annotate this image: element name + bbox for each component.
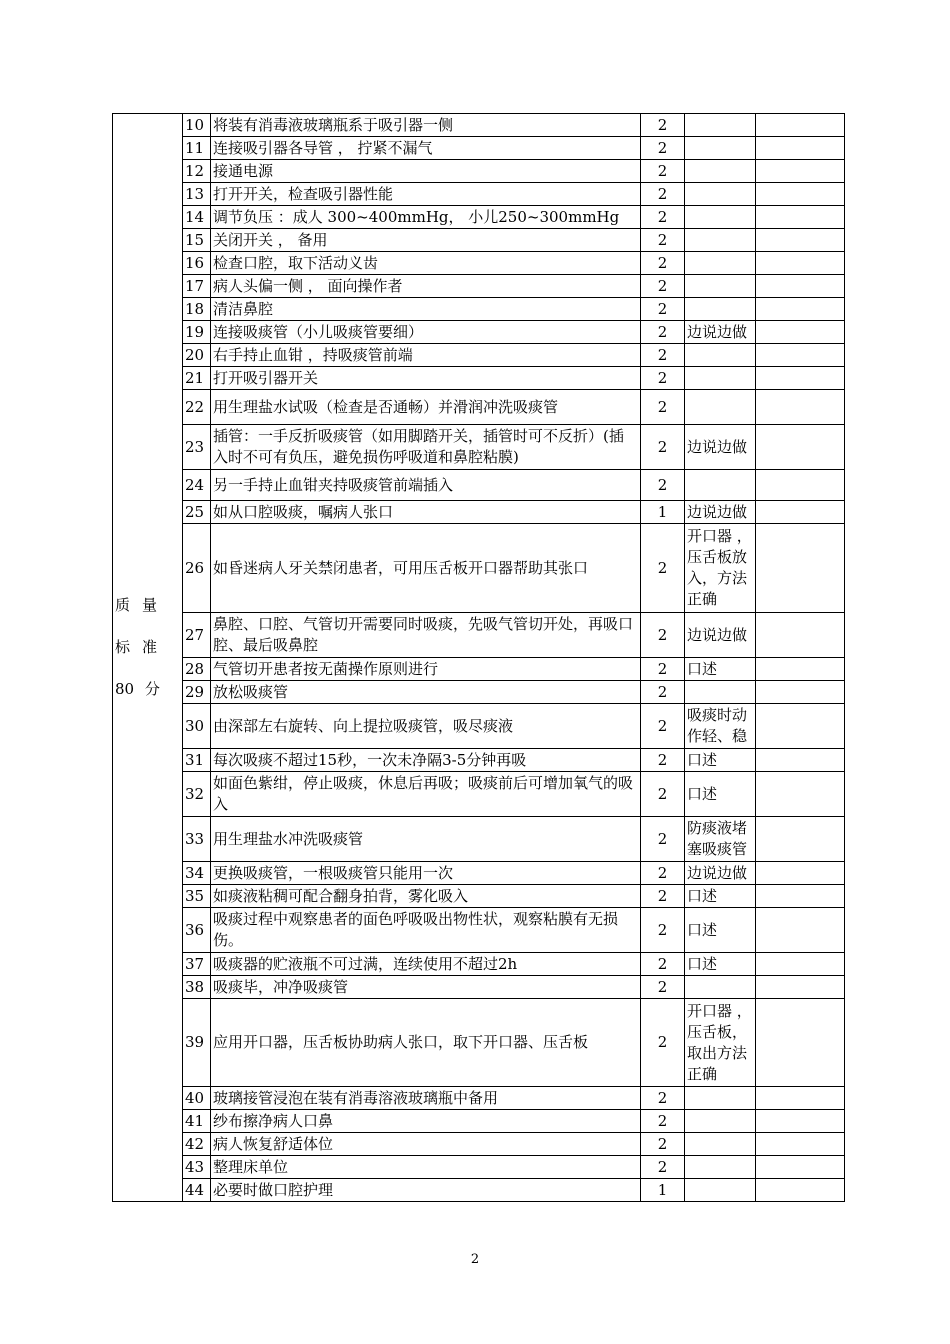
blank-cell [756,470,845,501]
step-number: 12 [183,160,211,183]
table-row [113,704,845,749]
score-cell: 2 [641,344,685,367]
step-number: 41 [183,1110,211,1133]
category-line-2: 标准 [115,637,170,656]
step-number: 15 [183,229,211,252]
blank-cell [756,425,845,470]
score-cell: 2 [641,183,685,206]
step-number: 27 [183,613,211,658]
step-number: 29 [183,681,211,704]
blank-cell [756,862,845,885]
blank-cell [756,817,845,862]
step-text: 吸痰器的贮液瓶不可过满，连续使用不超过2h [211,953,641,976]
quality-standard-table [112,113,845,1202]
step-text: 插管：一手反折吸痰管（如用脚踏开关，插管时可不反折）(插入时不可有负压，避免损伤呼吸道和鼻腔粘膜) [211,425,641,470]
score-cell: 2 [641,425,685,470]
step-number: 40 [183,1087,211,1110]
step-text: 由深部左右旋转、向上提拉吸痰管，吸尽痰液 [211,704,641,749]
note-cell: 边说边做 [685,425,756,470]
blank-cell [756,1133,845,1156]
blank-cell [756,367,845,390]
score-cell: 2 [641,275,685,298]
step-text: 用生理盐水冲洗吸痰管 [211,817,641,862]
blank-cell [756,524,845,613]
table-row [113,252,845,275]
blank-cell [756,976,845,999]
score-cell: 2 [641,1087,685,1110]
note-cell: 边说边做 [685,321,756,344]
score-cell: 1 [641,501,685,524]
step-number: 17 [183,275,211,298]
note-cell: 吸痰时动作轻、稳 [685,704,756,749]
note-cell [685,367,756,390]
score-cell: 2 [641,658,685,681]
note-cell [685,1179,756,1202]
step-text: 更换吸痰管，一根吸痰管只能用一次 [211,862,641,885]
table-row [113,1133,845,1156]
step-text: 用生理盐水试吸（检查是否通畅）并滑润冲洗吸痰管 [211,390,641,425]
table-row [113,206,845,229]
table-row [113,1156,845,1179]
step-number: 35 [183,885,211,908]
note-cell: 边说边做 [685,613,756,658]
score-cell: 1 [641,1179,685,1202]
table-row [113,953,845,976]
note-cell: 开口器 ，压舌板，取出方法正确 [685,999,756,1087]
score-cell: 2 [641,252,685,275]
step-text: 如痰液粘稠可配合翻身拍背，雾化吸入 [211,885,641,908]
score-cell: 2 [641,613,685,658]
table-body [113,114,845,1202]
table-row [113,613,845,658]
score-cell: 2 [641,137,685,160]
note-cell [685,206,756,229]
note-cell [685,1087,756,1110]
note-cell [685,114,756,137]
note-cell [685,229,756,252]
step-number: 31 [183,749,211,772]
score-cell: 2 [641,976,685,999]
step-number: 25 [183,501,211,524]
score-cell: 2 [641,817,685,862]
category-line-1: 质量 [115,595,170,614]
note-cell [685,252,756,275]
step-number: 24 [183,470,211,501]
step-text: 气管切开患者按无菌操作原则进行 [211,658,641,681]
category-line-3: 80 分 [115,679,160,698]
table-row [113,344,845,367]
step-number: 33 [183,817,211,862]
table-row [113,772,845,817]
step-number: 10 [183,114,211,137]
table-row [113,321,845,344]
step-number: 30 [183,704,211,749]
step-text: 右手持止血钳 ，持吸痰管前端 [211,344,641,367]
table-row [113,999,845,1087]
note-cell [685,275,756,298]
note-cell [685,470,756,501]
step-number: 32 [183,772,211,817]
blank-cell [756,658,845,681]
table-row [113,1087,845,1110]
note-cell [685,298,756,321]
table-row [113,658,845,681]
step-number: 19 [183,321,211,344]
score-cell: 2 [641,470,685,501]
note-cell [685,1110,756,1133]
blank-cell [756,183,845,206]
blank-cell [756,885,845,908]
blank-cell [756,704,845,749]
blank-cell [756,137,845,160]
table-row [113,1110,845,1133]
step-text: 连接吸引器各导管 ， 拧紧不漏气 [211,137,641,160]
table-row [113,425,845,470]
step-text: 应用开口器，压舌板协助病人张口，取下开口器、压舌板 [211,999,641,1087]
table-row [113,298,845,321]
note-cell: 开口器 ，压舌板放入，方法正确 [685,524,756,613]
step-text: 鼻腔、口腔、气管切开需要同时吸痰，先吸气管切开处，再吸口腔、最后吸鼻腔 [211,613,641,658]
step-text: 整理床单位 [211,1156,641,1179]
note-cell [685,344,756,367]
blank-cell [756,772,845,817]
blank-cell [756,1179,845,1202]
blank-cell [756,252,845,275]
score-cell: 2 [641,749,685,772]
step-text: 必要时做口腔护理 [211,1179,641,1202]
step-text: 连接吸痰管（小儿吸痰管要细） [211,321,641,344]
step-text: 纱布擦净病人口鼻 [211,1110,641,1133]
step-number: 21 [183,367,211,390]
blank-cell [756,344,845,367]
table-row [113,114,845,137]
note-cell: 口述 [685,658,756,681]
step-number: 43 [183,1156,211,1179]
blank-cell [756,390,845,425]
table-row [113,749,845,772]
step-number: 39 [183,999,211,1087]
step-number: 37 [183,953,211,976]
blank-cell [756,1110,845,1133]
table-row [113,470,845,501]
score-cell: 2 [641,229,685,252]
blank-cell [756,1156,845,1179]
score-cell: 2 [641,160,685,183]
table-row [113,160,845,183]
blank-cell [756,681,845,704]
table-row [113,183,845,206]
step-number: 44 [183,1179,211,1202]
note-cell [685,681,756,704]
table-row [113,390,845,425]
step-text: 玻璃接管浸泡在装有消毒溶液玻璃瓶中备用 [211,1087,641,1110]
step-number: 28 [183,658,211,681]
score-cell: 2 [641,206,685,229]
step-number: 23 [183,425,211,470]
table-row [113,817,845,862]
step-text: 接通电源 [211,160,641,183]
table-row [113,908,845,953]
blank-cell [756,298,845,321]
note-cell: 口述 [685,908,756,953]
table-row [113,976,845,999]
step-text: 如面色紫绀，停止吸痰，休息后再吸；吸痰前后可增加氧气的吸入 [211,772,641,817]
score-cell: 2 [641,1133,685,1156]
blank-cell [756,321,845,344]
blank-cell [756,999,845,1087]
step-text: 另一手持止血钳夹持吸痰管前端插入 [211,470,641,501]
step-text: 打开吸引器开关 [211,367,641,390]
score-cell: 2 [641,772,685,817]
blank-cell [756,613,845,658]
step-number: 11 [183,137,211,160]
table-row [113,681,845,704]
table-row [113,275,845,298]
score-cell: 2 [641,908,685,953]
step-text: 病人头偏一侧 ， 面向操作者 [211,275,641,298]
blank-cell [756,501,845,524]
step-text: 放松吸痰管 [211,681,641,704]
score-cell: 2 [641,321,685,344]
step-number: 18 [183,298,211,321]
step-text: 清洁鼻腔 [211,298,641,321]
step-number: 42 [183,1133,211,1156]
table-row [113,1179,845,1202]
table-row [113,137,845,160]
note-cell [685,1156,756,1179]
note-cell [685,1133,756,1156]
blank-cell [756,749,845,772]
step-number: 16 [183,252,211,275]
step-number: 38 [183,976,211,999]
category-cell [113,114,183,1202]
step-text: 如从口腔吸痰，嘱病人张口 [211,501,641,524]
score-cell: 2 [641,999,685,1087]
step-text: 检查口腔，取下活动义齿 [211,252,641,275]
note-cell: 边说边做 [685,501,756,524]
score-cell: 2 [641,524,685,613]
step-text: 每次吸痰不超过15秒，一次未净隔3-5分钟再吸 [211,749,641,772]
blank-cell [756,229,845,252]
blank-cell [756,114,845,137]
note-cell [685,137,756,160]
note-cell: 口述 [685,772,756,817]
score-cell: 2 [641,298,685,321]
table-row [113,229,845,252]
blank-cell [756,160,845,183]
table-row [113,367,845,390]
score-cell: 2 [641,862,685,885]
table-row [113,885,845,908]
score-cell: 2 [641,1110,685,1133]
scoring-sheet [112,113,844,1202]
score-cell: 2 [641,114,685,137]
step-number: 34 [183,862,211,885]
step-text: 打开开关，检查吸引器性能 [211,183,641,206]
step-text: 如昏迷病人牙关禁闭患者，可用压舌板开口器帮助其张口 [211,524,641,613]
note-cell [685,183,756,206]
step-text: 将装有消毒液玻璃瓶系于吸引器一侧 [211,114,641,137]
note-cell [685,390,756,425]
score-cell: 2 [641,1156,685,1179]
step-text: 调节负压 ：成人 300~400mmHg， 小儿250~300mmHg [211,206,641,229]
note-cell [685,976,756,999]
table-row [113,501,845,524]
step-number: 13 [183,183,211,206]
score-cell: 2 [641,390,685,425]
step-number: 14 [183,206,211,229]
step-number: 36 [183,908,211,953]
note-cell: 口述 [685,885,756,908]
step-number: 20 [183,344,211,367]
table-row [113,524,845,613]
note-cell: 防痰液堵塞吸痰管 [685,817,756,862]
step-number: 22 [183,390,211,425]
score-cell: 2 [641,953,685,976]
blank-cell [756,206,845,229]
blank-cell [756,908,845,953]
note-cell [685,160,756,183]
note-cell: 口述 [685,749,756,772]
table-row [113,862,845,885]
score-cell: 2 [641,885,685,908]
step-text: 吸痰毕，冲净吸痰管 [211,976,641,999]
note-cell: 口述 [685,953,756,976]
step-number: 26 [183,524,211,613]
blank-cell [756,953,845,976]
page-number: 2 [470,1252,480,1267]
step-text: 关闭开关 ， 备用 [211,229,641,252]
step-text: 吸痰过程中观察患者的面色呼吸吸出物性状，观察粘膜有无损伤。 [211,908,641,953]
score-cell: 2 [641,681,685,704]
blank-cell [756,1087,845,1110]
blank-cell [756,275,845,298]
note-cell: 边说边做 [685,862,756,885]
score-cell: 2 [641,704,685,749]
score-cell: 2 [641,367,685,390]
step-text: 病人恢复舒适体位 [211,1133,641,1156]
